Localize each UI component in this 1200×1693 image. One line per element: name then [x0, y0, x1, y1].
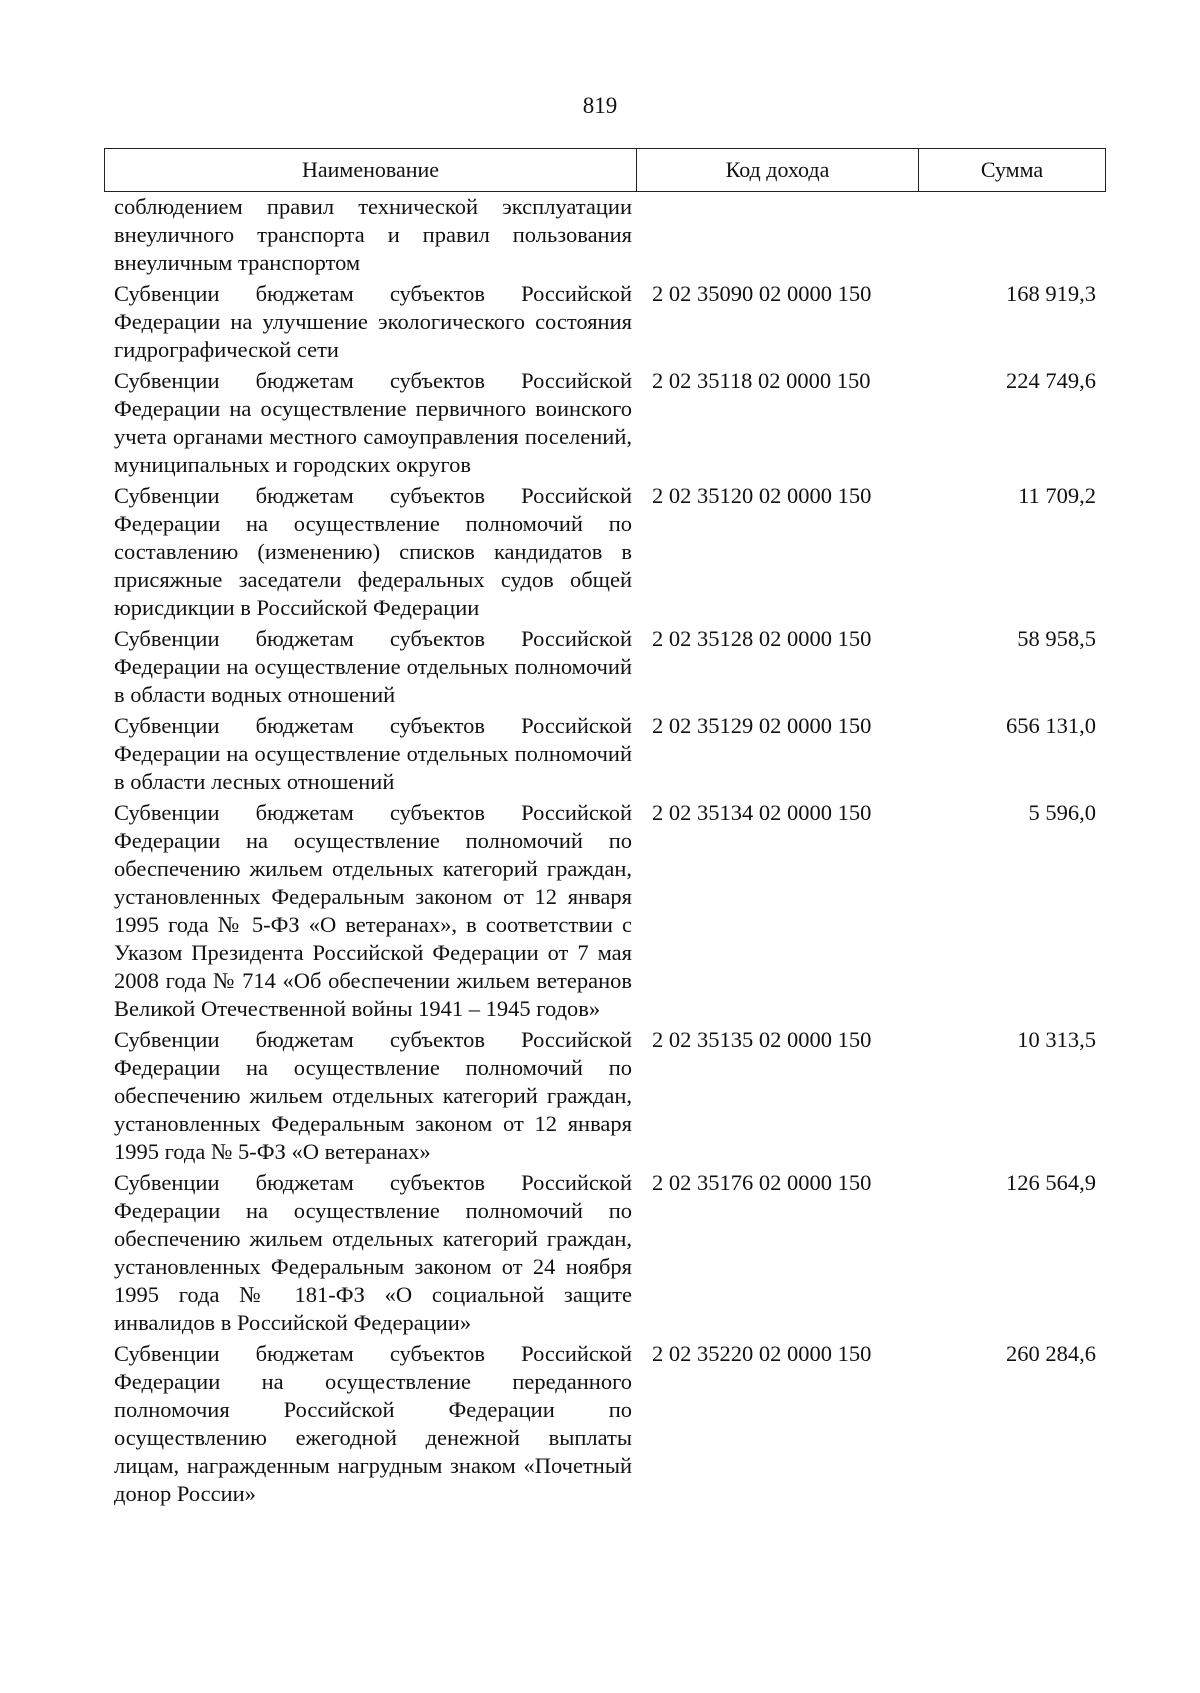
table-row: [104, 625, 1106, 709]
table-row: [104, 193, 1106, 277]
row-name: Субвенции бюджетам субъектов Российской Федерации на осуществление отдельных полномочий в области водных отношений: [114, 626, 632, 707]
header-income-code: Код дохода: [637, 149, 919, 191]
page-number: 819: [582, 93, 618, 118]
table-row: [104, 712, 1106, 796]
row-code: 2 02 35176 02 0000 150: [652, 1170, 872, 1195]
row-name: Субвенции бюджетам субъектов Российской Федерации на осуществление полномочий по обеспечению жильем отдельных категорий граждан, установленных Федеральным законом от 12 января 1995 года № 5-ФЗ «О ветеранах», в соответствии с Указом Президента Российской Федерации от 7 мая 2008 года № 714 «Об обеспечении жильем ветеранов Великой Отечественной войны 1941 – 1945 годов»: [114, 800, 632, 1021]
row-name: Субвенции бюджетам субъектов Российской Федерации на улучшение экологического состояния гидрографической сети: [114, 281, 632, 362]
row-sum: 58 958,5: [1017, 626, 1096, 651]
row-sum: 10 313,5: [1017, 1027, 1096, 1052]
row-name: Субвенции бюджетам субъектов Российской Федерации на осуществление полномочий по обеспечению жильем отдельных категорий граждан, установленных Федеральным законом от 12 января 1995 года № 5-ФЗ «О ветеранах»: [114, 1027, 632, 1164]
row-code: 2 02 35220 02 0000 150: [652, 1341, 872, 1366]
row-name: Субвенции бюджетам субъектов Российской Федерации на осуществление полномочий по обеспечению жильем отдельных категорий граждан, установленных Федеральным законом от 24 ноября 1995 года № 181-ФЗ «О социальной защите инвалидов в Российской Федерации»: [114, 1170, 632, 1335]
row-sum: 11 709,2: [1018, 483, 1096, 508]
table-body: [104, 193, 1106, 1511]
table-row: [104, 280, 1106, 364]
table-header: [104, 148, 1106, 192]
row-code: 2 02 35134 02 0000 150: [652, 800, 872, 825]
row-sum: 5 596,0: [1028, 800, 1096, 825]
table-row: [104, 799, 1106, 1023]
row-sum: 126 564,9: [1006, 1170, 1096, 1195]
row-code: 2 02 35118 02 0000 150: [652, 368, 871, 393]
row-name: Субвенции бюджетам субъектов Российской Федерации на осуществление отдельных полномочий в области лесных отношений: [114, 713, 632, 794]
row-sum: 656 131,0: [1006, 713, 1096, 738]
row-sum: 224 749,6: [1006, 368, 1096, 393]
table-row: [104, 482, 1106, 622]
row-code: 2 02 35129 02 0000 150: [652, 713, 872, 738]
row-code: 2 02 35120 02 0000 150: [652, 483, 872, 508]
table-row: [104, 367, 1106, 479]
header-name: Наименование: [105, 149, 637, 191]
row-code: 2 02 35090 02 0000 150: [652, 281, 872, 306]
table-row: [104, 1026, 1106, 1166]
table-row: [104, 1340, 1106, 1508]
row-name: Субвенции бюджетам субъектов Российской Федерации на осуществление переданного полномочия Российской Федерации по осуществлению ежегодной денежной выплаты лицам, награжденным нагрудным знаком «Почетный донор России»: [114, 1341, 632, 1506]
row-name: соблюдением правил технической эксплуатации внеуличного транспорта и правил пользования внеуличным транспортом: [114, 194, 632, 275]
header-sum: Сумма: [980, 157, 1044, 182]
row-code: 2 02 35135 02 0000 150: [652, 1027, 872, 1052]
table-row: [104, 1169, 1106, 1337]
row-sum: 260 284,6: [1006, 1341, 1096, 1366]
row-code: 2 02 35128 02 0000 150: [652, 626, 872, 651]
row-name: Субвенции бюджетам субъектов Российской Федерации на осуществление полномочий по составлению (изменению) списков кандидатов в присяжные заседатели федеральных судов общей юрисдикции в Российской Федерации: [114, 483, 632, 620]
row-sum: 168 919,3: [1006, 281, 1096, 306]
row-name: Субвенции бюджетам субъектов Российской Федерации на осуществление первичного воинского учета органами местного самоуправления поселений, муниципальных и городских округов: [114, 368, 632, 477]
